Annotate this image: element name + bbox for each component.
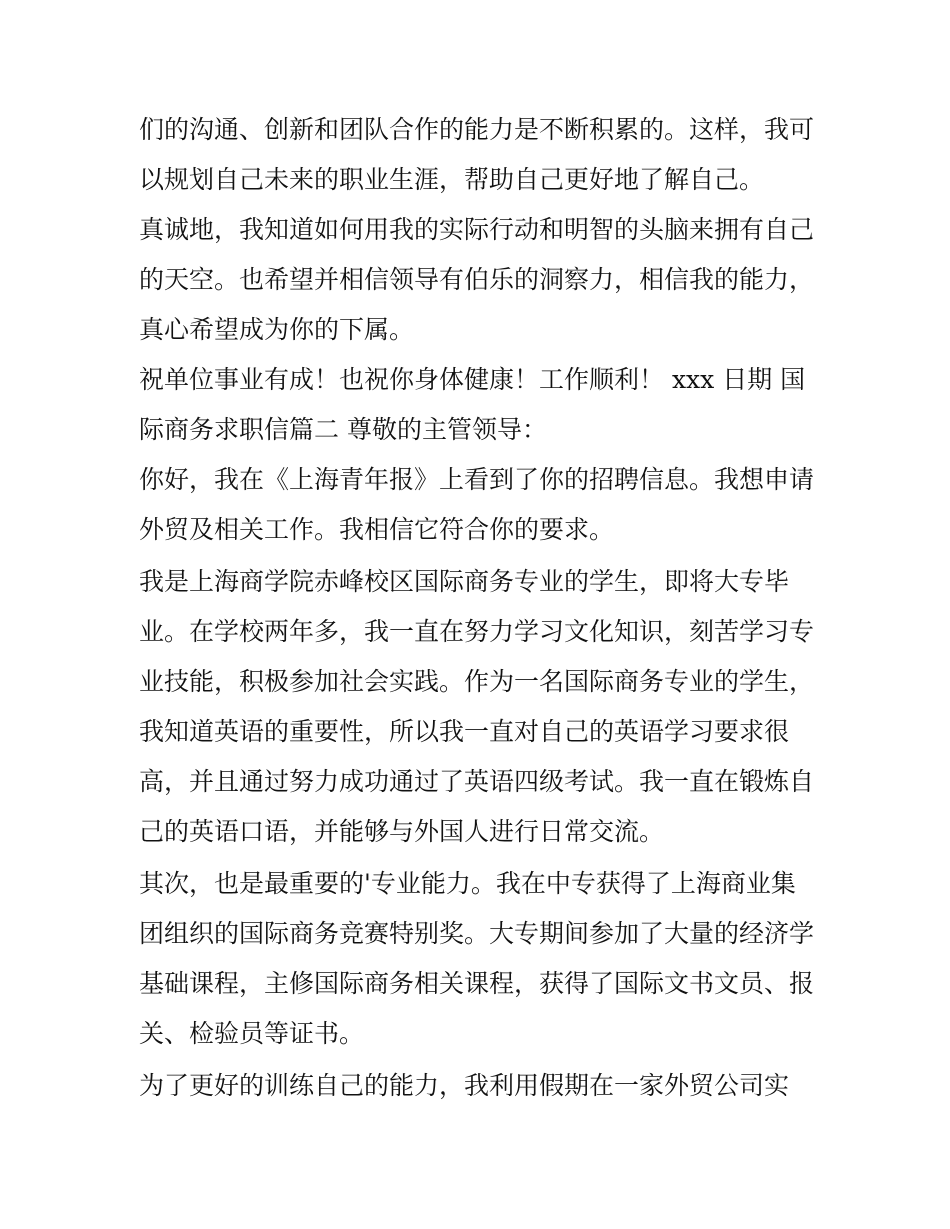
text-line: 业。在学校两年多，我一直在努力学习文化知识，刻苦学习专 [139, 617, 815, 646]
text-line: 我知道英语的重要性，所以我一直对自己的英语学习要求很 [139, 717, 790, 746]
text-line: 际商务求职信篇二 尊敬的主管领导： [139, 415, 547, 444]
text-line: 己的英语口语，并能够与外国人进行日常交流。 [139, 817, 665, 846]
text-line: 们的沟通、创新和团队合作的能力是不断积累的。这样，我可 [139, 115, 815, 144]
text-line: 团组织的国际商务竞赛特别奖。大专期间参加了大量的经济学 [139, 919, 815, 948]
text-line: 外贸及相关工作。我相信它符合你的要求。 [139, 515, 615, 544]
text-line: 为了更好的训练自己的能力，我利用假期在一家外贸公司实 [139, 1071, 790, 1100]
text-line: 真诚地，我知道如何用我的实际行动和明智的头脑来拥有自己 [139, 215, 815, 244]
text-line: 其次，也是最重要的'专业能力。我在中专获得了上海商业集 [139, 869, 796, 898]
text-line: 的天空。也希望并相信领导有伯乐的洞察力，相信我的能力， [139, 265, 815, 294]
text-line: 祝单位事业有成！也祝你身体健康！工作顺利！ xxx 日期 国 [139, 365, 806, 394]
text-line: 我是上海商学院赤峰校区国际商务专业的学生，即将大专毕 [139, 567, 790, 596]
text-line: 以规划自己未来的职业生涯，帮助自己更好地了解自己。 [139, 165, 765, 194]
text-line: 真心希望成为你的下属。 [139, 315, 415, 344]
text-line: 业技能，积极参加社会实践。作为一名国际商务专业的学生， [139, 667, 815, 696]
text-line: 高，并且通过努力成功通过了英语四级考试。我一直在锻炼自 [139, 767, 815, 796]
text-line: 关、检验员等证书。 [139, 1019, 365, 1048]
text-line: 基础课程，主修国际商务相关课程，获得了国际文书文员、报 [139, 969, 815, 998]
text-line: 你好，我在《上海青年报》上看到了你的招聘信息。我想申请 [139, 465, 815, 494]
